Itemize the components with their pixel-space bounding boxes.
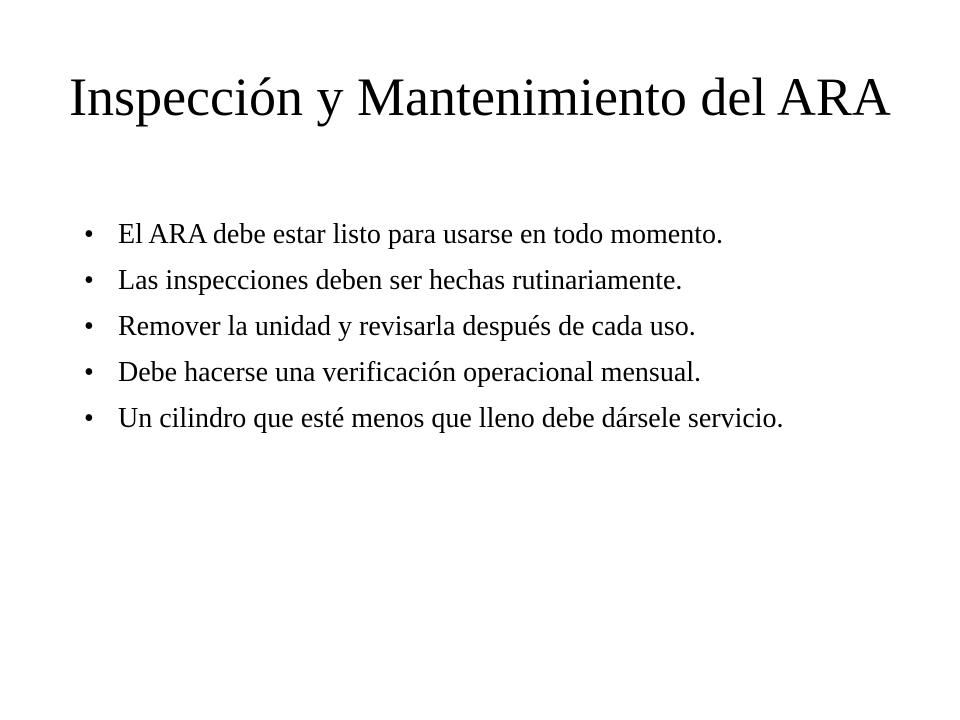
bullet-text: Remover la unidad y revisarla después de cada uso. (118, 311, 696, 342)
bullet-icon: • (84, 357, 94, 388)
bullet-icon: • (84, 219, 94, 250)
bullet-text: Un cilindro que esté menos que lleno debe dársele servicio. (118, 403, 784, 434)
bullet-item (84, 310, 884, 344)
bullet-icon: • (84, 403, 94, 434)
bullet-item (84, 402, 884, 436)
bullet-text: El ARA debe estar listo para usarse en todo momento. (118, 219, 723, 250)
bullet-text: Debe hacerse una verificación operacional mensual. (118, 357, 702, 388)
bullet-item (84, 264, 884, 298)
bullet-icon: • (84, 265, 94, 296)
slide-title: Inspección y Mantenimiento del ARA (69, 67, 891, 127)
bullet-item (84, 356, 884, 390)
bullet-list (84, 218, 884, 448)
bullet-text: Las inspecciones deben ser hechas rutinariamente. (118, 265, 683, 296)
bullet-item (84, 218, 884, 252)
bullet-icon: • (84, 311, 94, 342)
